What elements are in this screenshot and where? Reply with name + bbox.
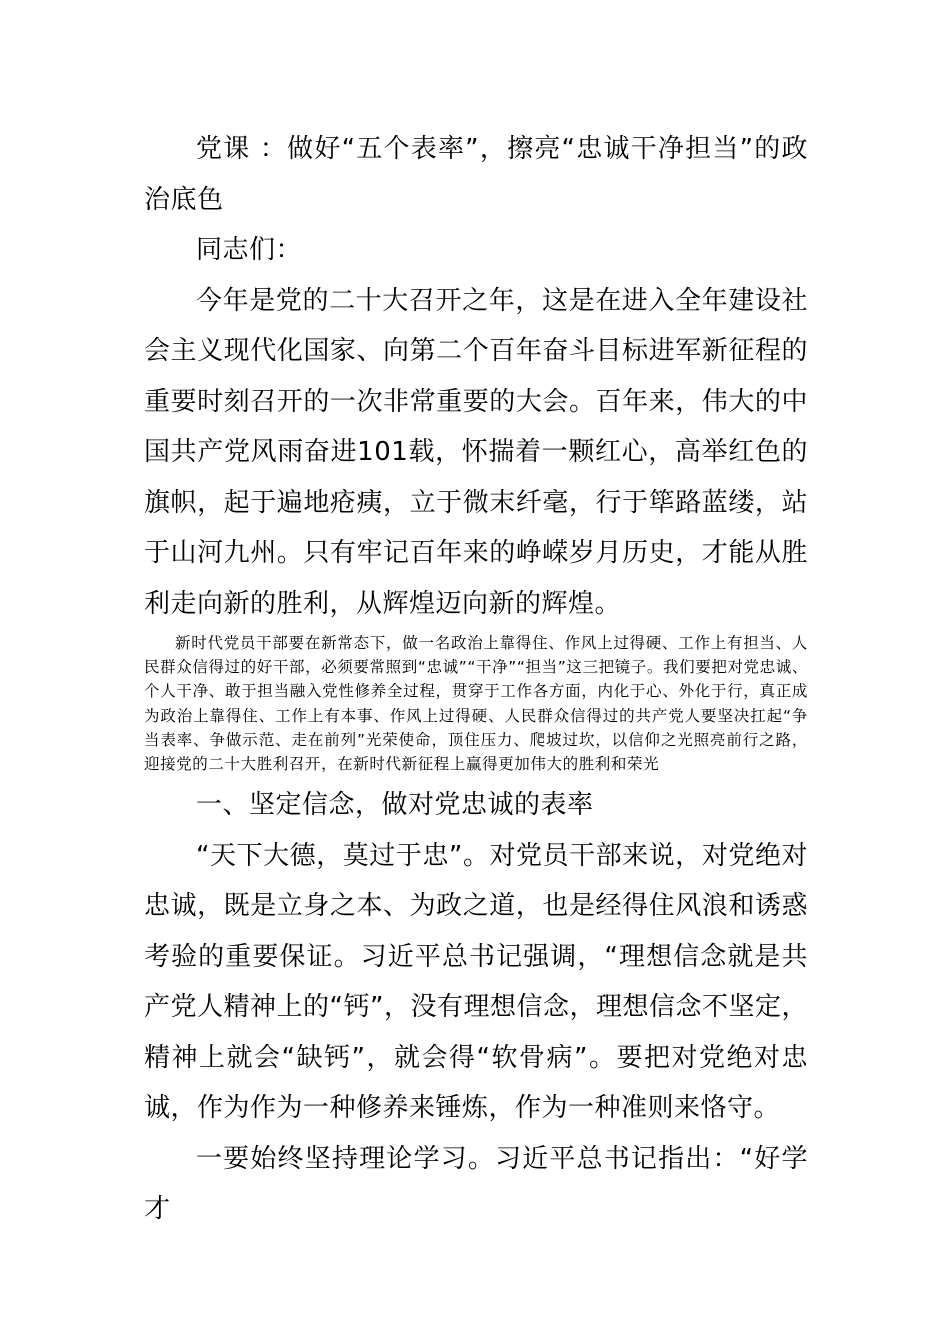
section-paragraph: “天下大德，莫过于忠”。对党员干部来说，对党绝对忠诚，既是立身之本、为政之道，也是经得住风浪和诱惑考验的重要保证。习近平总书记强调，“理想信念就是共产党人精神上的“钙”，没有理想信念，理想信念不坚定，精神上就会“缺钙”，就会得“软骨病”。要把对党绝对忠诚，作为作为一种修养来锤炼，作为一种准则来恪守。 [144,840,808,1124]
intro-paragraph: 今年是党的二十大召开之年，这是在进入全年建设社会主义现代化国家、向第二个百年奋斗目标进军新征程的重要时刻召开的一次非常重要的大会。百年来，伟大的中国共产党风雨奋进101载，怀揣着一颗红心，高举红色的旗帜，起于遍地疮痍，立于微末纤毫，行于筚路蓝缕，站于山河九州。只有牢记百年来的峥嵘岁月历史，才能从胜利走向新的胜利，从辉煌迈向新的辉煌。 [144,285,808,619]
greeting: 同志们： [196,235,303,265]
summary-paragraph: 新时代党员干部要在新常态下，做一名政治上靠得住、作风上过得硬、工作上有担当、人民群众信得过的好干部，必须要常照到“忠诚”“干净”“担当”这三把镜子。我们要把对党忠诚、个人干净、敢于担当融入党性修养全过程，贯穿于工作各方面，内化于心、外化于行，真正成为政治上靠得住、工作上有本事、作风上过得硬、人民群众信得过的共产党人要坚决扛起“争当表率、争做示范、走在前列”光荣使命，顶住压力、爬坡过坎，以信仰之光照亮前行之路，迎接党的二十大胜利召开，在新时代新征程上赢得更加伟大的胜利和荣光 [144,634,808,774]
section-heading: 一、坚定信念，做对党忠诚的表率 [196,790,594,821]
section-paragraph-continued: 一要始终坚持理论学习。习近平总书记指出：“好学才 [144,1143,808,1225]
document-title: 党课 ：做好“五个表率”，擦亮“忠诚干净担当”的政治底色 [144,134,808,215]
document-body [144,124,808,1235]
